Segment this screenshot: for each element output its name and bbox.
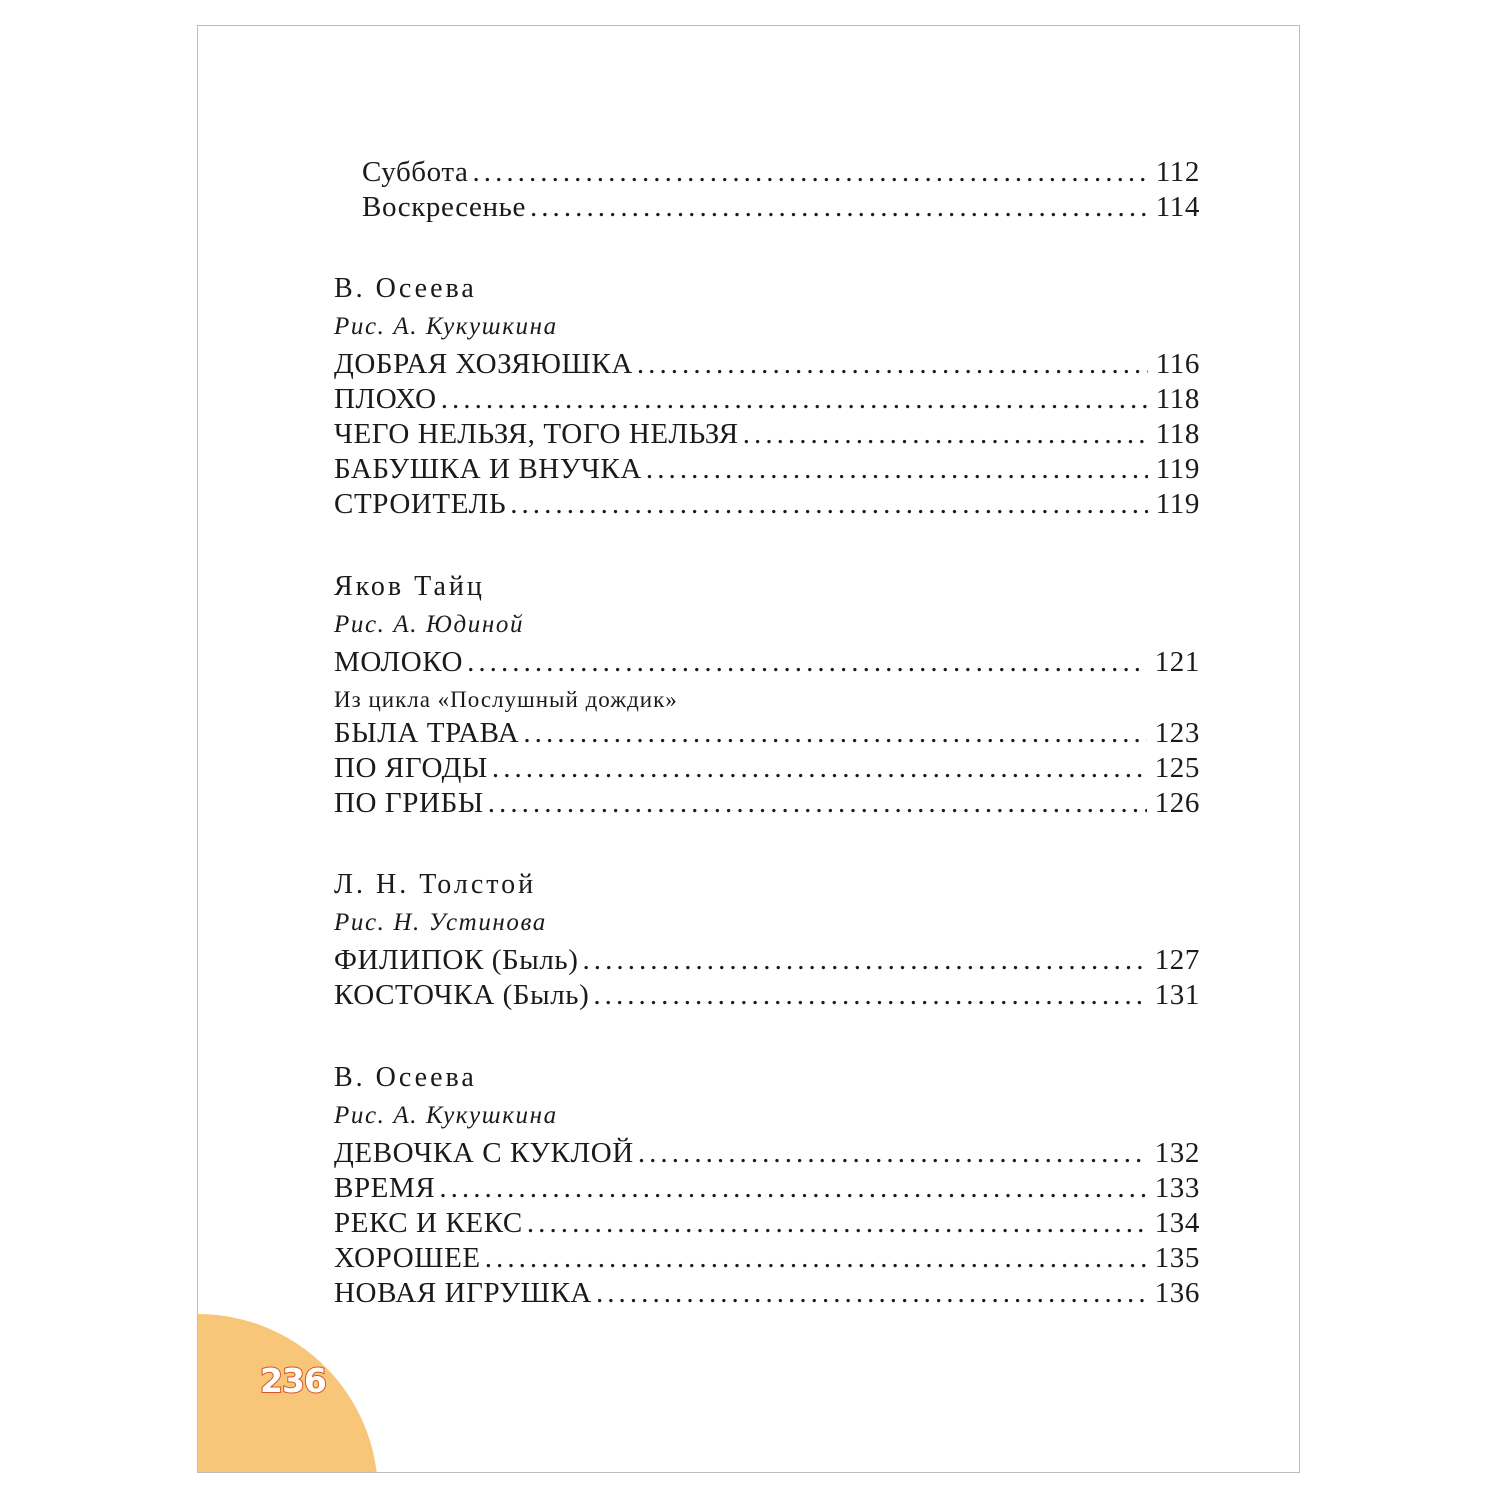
- toc-entry[interactable]: [362, 156, 1200, 194]
- toc-entry-page: 112: [1155, 156, 1200, 188]
- toc-entry-page: 134: [1154, 1207, 1200, 1239]
- toc-entry[interactable]: [334, 646, 1200, 684]
- toc-leader-dots: [439, 1172, 1146, 1205]
- toc-entry[interactable]: [334, 717, 1200, 755]
- toc-leader-dots: [583, 944, 1147, 977]
- page-number: 236: [260, 1361, 326, 1400]
- toc-leader-dots: [593, 979, 1146, 1012]
- toc-leader-dots: [743, 418, 1148, 451]
- toc-entry[interactable]: [334, 383, 1200, 421]
- toc-entry-title: Воскресенье: [362, 191, 526, 223]
- toc-entry[interactable]: [334, 488, 1200, 526]
- toc-entry[interactable]: [334, 787, 1200, 825]
- toc-entry-page: 118: [1155, 418, 1200, 450]
- toc-entry[interactable]: [334, 979, 1200, 1017]
- toc-entry-title: ДЕВОЧКА С КУКЛОЙ: [334, 1137, 634, 1169]
- toc-entry-title: ВРЕМЯ: [334, 1172, 436, 1204]
- cycle-heading: Из цикла «Послушный дождик»: [334, 687, 678, 712]
- toc-leader-dots: [637, 348, 1148, 381]
- toc-entry-page: 132: [1154, 1137, 1200, 1169]
- toc-entry-page: 123: [1154, 717, 1200, 749]
- toc-entry-title: РЕКС И КЕКС: [334, 1207, 523, 1239]
- toc-entry-page: 135: [1154, 1242, 1200, 1274]
- toc-entry[interactable]: [334, 1277, 1200, 1315]
- toc-leader-dots: [485, 1242, 1147, 1275]
- toc-leader-dots: [441, 383, 1148, 416]
- toc-entry[interactable]: [334, 944, 1200, 982]
- toc-entry-page: 119: [1155, 488, 1200, 520]
- toc-entry-title: ПО ЯГОДЫ: [334, 752, 488, 784]
- toc-leader-dots: [467, 646, 1147, 679]
- toc-entry-title: ПО ГРИБЫ: [334, 787, 484, 819]
- toc-entry-title: НОВАЯ ИГРУШКА: [334, 1277, 592, 1309]
- toc-leader-dots: [638, 1137, 1147, 1170]
- toc-entry-title: СТРОИТЕЛЬ: [334, 488, 507, 520]
- toc-leader-dots: [510, 488, 1148, 521]
- toc-entry-page: 116: [1155, 348, 1200, 380]
- toc-entry-title: ХОРОШЕЕ: [334, 1242, 481, 1274]
- toc-leader-dots: [492, 752, 1147, 785]
- toc-entry-page: 119: [1155, 453, 1200, 485]
- toc-entry-page: 121: [1154, 646, 1200, 678]
- toc-entry-title: МОЛОКО: [334, 646, 464, 678]
- toc-leader-dots: [530, 191, 1148, 224]
- toc-entry-page: 118: [1155, 383, 1200, 415]
- toc-entry[interactable]: [334, 418, 1200, 456]
- toc-leader-dots: [527, 1207, 1147, 1240]
- toc-entry-page: 136: [1154, 1277, 1200, 1309]
- toc-entry-title: БАБУШКА И ВНУЧКА: [334, 453, 642, 485]
- section-author: В. Осеева: [334, 1062, 477, 1093]
- toc-entry-page: 127: [1154, 944, 1200, 976]
- toc-leader-dots: [596, 1277, 1147, 1310]
- section-illustrator: Рис. А. Кукушкина: [334, 313, 558, 340]
- section-illustrator: Рис. А. Кукушкина: [334, 1102, 558, 1129]
- toc-entry[interactable]: [334, 1207, 1200, 1245]
- toc-entry-title: ДОБРАЯ ХОЗЯЮШКА: [334, 348, 633, 380]
- toc-entry-title: Суббота: [362, 156, 469, 188]
- book-page: [197, 25, 1300, 1473]
- toc-leader-dots: [523, 717, 1146, 750]
- section-illustrator: Рис. А. Юдиной: [334, 611, 525, 638]
- toc-leader-dots: [646, 453, 1148, 486]
- toc-entry-title: КОСТОЧКА (Быль): [334, 979, 590, 1011]
- toc-entry[interactable]: [334, 752, 1200, 790]
- toc-entry[interactable]: [334, 348, 1200, 386]
- toc-entry-title: ФИЛИПОК (Быль): [334, 944, 579, 976]
- toc-entry-page: 126: [1154, 787, 1200, 819]
- toc-entry-page: 114: [1155, 191, 1200, 223]
- toc-entry[interactable]: [334, 453, 1200, 491]
- toc-entry-page: 131: [1154, 979, 1200, 1011]
- toc-leader-dots: [472, 156, 1147, 189]
- toc-entry[interactable]: [334, 1172, 1200, 1210]
- section-author: Л. Н. Толстой: [334, 869, 537, 900]
- toc-entry-title: ЧЕГО НЕЛЬЗЯ, ТОГО НЕЛЬЗЯ: [334, 418, 739, 450]
- toc-entry-page: 133: [1154, 1172, 1200, 1204]
- toc-leader-dots: [488, 787, 1147, 820]
- toc-entry-title: БЫЛА ТРАВА: [334, 717, 520, 749]
- toc-entry[interactable]: [334, 1137, 1200, 1175]
- section-author: В. Осеева: [334, 273, 477, 304]
- toc-entry-page: 125: [1154, 752, 1200, 784]
- section-author: Яков Тайц: [334, 571, 485, 602]
- section-illustrator: Рис. Н. Устинова: [334, 909, 547, 936]
- toc-entry[interactable]: [362, 191, 1200, 229]
- toc-entry[interactable]: [334, 1242, 1200, 1280]
- toc-entry-title: ПЛОХО: [334, 383, 437, 415]
